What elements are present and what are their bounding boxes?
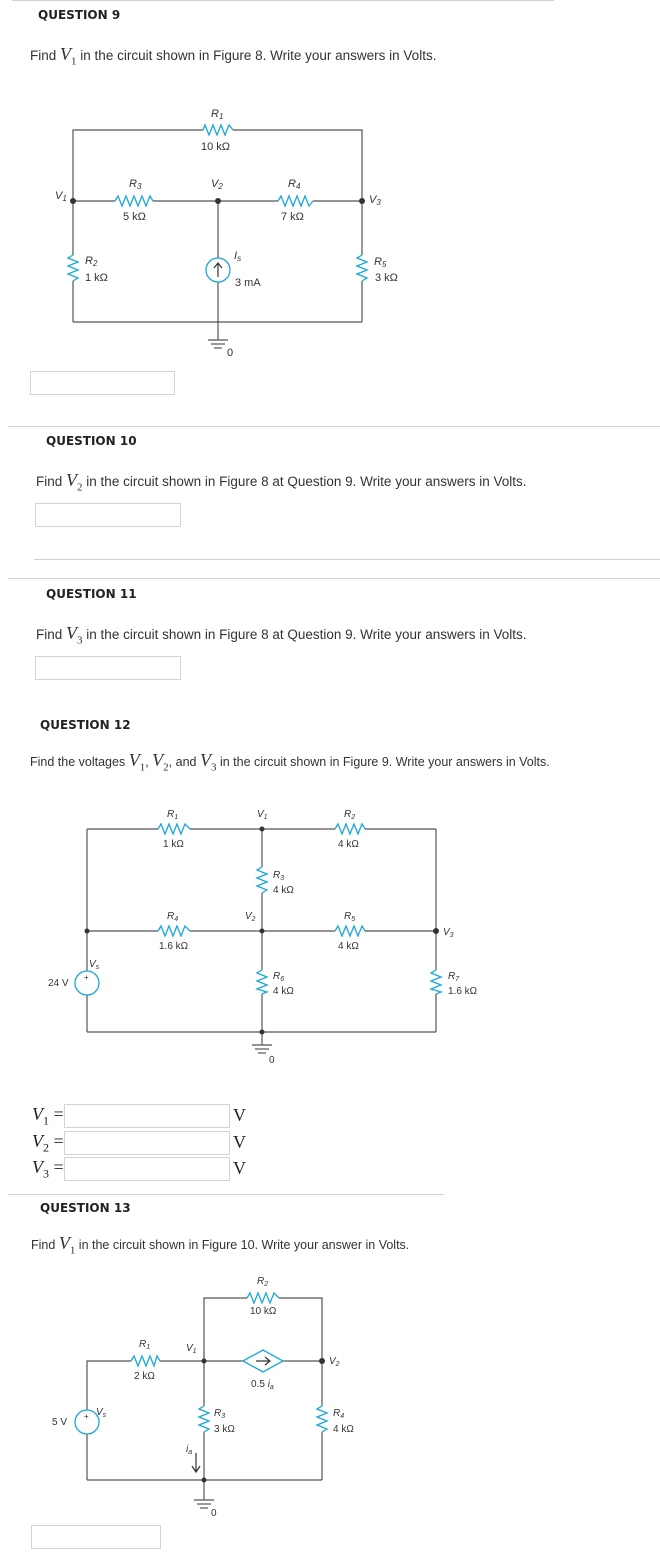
q9-prompt-tail: in the circuit shown in Figure 8. Write your answers in Volts. bbox=[80, 48, 437, 63]
q12-v3-label: $V_3$ bbox=[443, 927, 454, 939]
q9-r1-value: 10 kΩ bbox=[201, 141, 231, 153]
q12-r2-label: $R_2$ bbox=[344, 809, 356, 821]
q9-r2-label: R2 bbox=[85, 255, 98, 268]
q12-r6-zigzag bbox=[257, 970, 267, 994]
q13-v2-label: $V_2$ bbox=[329, 1356, 340, 1368]
q12-var-v3: $V_3$ bbox=[199, 750, 217, 774]
q12-v2-unit: V bbox=[233, 1132, 246, 1152]
q9-is-label: Is bbox=[234, 250, 242, 263]
q9-r4-label: R4 bbox=[288, 178, 301, 191]
q12-v1-input[interactable] bbox=[64, 1104, 230, 1128]
q9-r5-value: 3 kΩ bbox=[375, 272, 398, 284]
q9-is-value: 3 mA bbox=[235, 277, 261, 289]
q10-prompt bbox=[36, 470, 527, 494]
q9-v3-label: V3 bbox=[369, 194, 381, 207]
svg-text:+: + bbox=[84, 973, 89, 982]
q12-r3-label: $R_3$ bbox=[273, 870, 285, 882]
divider-q11 bbox=[8, 578, 660, 579]
q12-v1-label: $V_1$ bbox=[257, 809, 268, 821]
divider-q10-bottom bbox=[34, 559, 660, 560]
q9-r2-zigzag bbox=[68, 255, 78, 281]
q9-variable: $V_1$ bbox=[60, 44, 77, 68]
q13-answer-input[interactable] bbox=[31, 1525, 161, 1549]
q12-v3-unit: V bbox=[233, 1158, 246, 1178]
q12-ground-label: 0 bbox=[269, 1055, 275, 1066]
q9-r5-zigzag bbox=[357, 255, 367, 281]
q12-r4-label: $R_4$ bbox=[167, 911, 179, 923]
q12-v2-label: $V_2$ bbox=[245, 911, 256, 923]
q13-vs-label: $V_s$ bbox=[96, 1407, 107, 1419]
q13-ground-label: 0 bbox=[211, 1508, 217, 1519]
q12-r1-zigzag bbox=[158, 824, 190, 834]
q12-r2-value: 4 kΩ bbox=[338, 839, 359, 850]
q12-v1-unit: V bbox=[233, 1105, 246, 1125]
q13-r4-value: 4 kΩ bbox=[333, 1424, 354, 1435]
q12-r1-label: $R_1$ bbox=[167, 809, 179, 821]
q9-v1-label: V1 bbox=[55, 190, 67, 203]
q13-r1-value: 2 kΩ bbox=[134, 1371, 155, 1382]
q13-vs-value: 5 V bbox=[52, 1417, 68, 1428]
q9-r4-zigzag bbox=[278, 196, 313, 206]
q12-r3-zigzag bbox=[257, 867, 267, 893]
q12-var-v2: $V_2$ bbox=[152, 750, 169, 774]
q12-r7-zigzag bbox=[431, 970, 441, 994]
q9-answer-input[interactable] bbox=[30, 371, 175, 395]
q11-answer-input[interactable] bbox=[35, 656, 181, 680]
q9-r4-value: 7 kΩ bbox=[281, 211, 304, 223]
q12-r5-zigzag bbox=[335, 926, 365, 936]
q12-v2-input[interactable] bbox=[64, 1131, 230, 1155]
q12-r5-label: $R_5$ bbox=[344, 911, 356, 923]
q13-r2-value: 10 kΩ bbox=[250, 1306, 277, 1317]
q10-title: QUESTION 10 bbox=[46, 434, 137, 448]
q12-r1-value: 1 kΩ bbox=[163, 839, 184, 850]
q13-r1-label: $R_1$ bbox=[139, 1339, 151, 1351]
q9-r1-zigzag bbox=[203, 125, 233, 135]
q9-title: QUESTION 9 bbox=[38, 8, 121, 22]
q10-answer-input[interactable] bbox=[35, 503, 181, 527]
q13-r2-label: $R_2$ bbox=[257, 1276, 269, 1288]
q9-v2-label: V2 bbox=[211, 178, 223, 191]
q11-prompt-tail: in the circuit shown in Figure 8 at Question 9. Write your answers in Volts. bbox=[86, 627, 527, 642]
q9-r5-label: R5 bbox=[374, 256, 387, 269]
q12-r4-zigzag bbox=[158, 926, 190, 936]
q12-r6-value: 4 kΩ bbox=[273, 986, 294, 997]
q13-r3-value: 3 kΩ bbox=[214, 1424, 235, 1435]
q9-r2-value: 1 kΩ bbox=[85, 272, 108, 284]
q12-var-v1: $V_1$ bbox=[128, 750, 146, 774]
q12-prompt: Find the voltages $V_1$, $V_2$, and $V_3$ in the circuit shown in Figure 9. Write your answers in Volts. bbox=[30, 750, 550, 774]
q12-prompt-lead: Find the voltages bbox=[30, 755, 126, 769]
q12-prompt-tail: in the circuit shown in Figure 9. Write your answers in Volts. bbox=[219, 755, 550, 769]
figure-9-circuit bbox=[0, 800, 520, 1080]
q11-title: QUESTION 11 bbox=[46, 587, 137, 601]
q11-prompt bbox=[36, 623, 527, 647]
q12-r6-label: $R_6$ bbox=[273, 971, 285, 983]
q12-r2-zigzag bbox=[335, 824, 365, 834]
q9-r3-zigzag bbox=[115, 196, 153, 206]
q12-and: and bbox=[175, 755, 197, 769]
q13-r3-label: $R_3$ bbox=[214, 1408, 226, 1420]
q12-v3-equation-label: $V_3$ = bbox=[32, 1157, 64, 1181]
q9-r1-label: R1 bbox=[211, 108, 224, 121]
divider-q10 bbox=[8, 426, 660, 427]
q13-prompt bbox=[31, 1233, 409, 1257]
q10-prompt-lead: Find bbox=[36, 474, 63, 489]
q13-prompt-lead: Find bbox=[31, 1238, 56, 1252]
svg-text:+: + bbox=[84, 1412, 89, 1421]
q12-v1-equation-label: $V_1$ = bbox=[32, 1104, 64, 1128]
q9-prompt-lead: Find bbox=[30, 48, 57, 63]
figure-8-circuit bbox=[0, 95, 420, 370]
q9-ground-label: 0 bbox=[227, 347, 234, 359]
q13-r1-zigzag bbox=[131, 1356, 160, 1366]
q9-r3-value: 5 kΩ bbox=[123, 211, 146, 223]
q13-r4-zigzag bbox=[317, 1406, 327, 1432]
q13-variable: $V_1$ bbox=[58, 1233, 76, 1257]
q13-title: QUESTION 13 bbox=[40, 1201, 131, 1215]
figure-10-circuit bbox=[0, 1270, 420, 1520]
q13-r3-zigzag bbox=[199, 1406, 209, 1432]
q10-variable: $V_2$ bbox=[66, 470, 83, 494]
q12-r7-label: $R_7$ bbox=[448, 971, 460, 983]
q12-v3-input[interactable] bbox=[64, 1157, 230, 1181]
divider-q13 bbox=[8, 1194, 444, 1195]
q12-r5-value: 4 kΩ bbox=[338, 941, 359, 952]
q12-r3-value: 4 kΩ bbox=[273, 885, 294, 896]
q12-r4-value: 1.6 kΩ bbox=[159, 941, 189, 952]
q9-prompt bbox=[30, 44, 436, 68]
q12-vs-label: $V_s$ bbox=[89, 959, 100, 971]
divider-top bbox=[12, 0, 554, 1]
q13-r4-label: $R_4$ bbox=[333, 1408, 345, 1420]
q13-dep-label: 0.5 $i_a$ bbox=[251, 1379, 274, 1391]
q12-vs-value: 24 V bbox=[48, 978, 69, 989]
q9-r3-label: R3 bbox=[129, 178, 142, 191]
q13-prompt-tail: in the circuit shown in Figure 10. Write your answer in Volts. bbox=[78, 1238, 410, 1252]
q12-title: QUESTION 12 bbox=[40, 718, 131, 732]
q11-variable: $V_3$ bbox=[66, 623, 83, 647]
q13-r2-zigzag bbox=[247, 1293, 279, 1303]
q11-prompt-lead: Find bbox=[36, 627, 63, 642]
q13-v1-label: $V_1$ bbox=[186, 1343, 197, 1355]
q12-v2-equation-label: $V_2$ = bbox=[32, 1131, 64, 1155]
q10-prompt-tail: in the circuit shown in Figure 8 at Question 9. Write your answers in Volts. bbox=[86, 474, 527, 489]
q13-ia-label: $i_a$ bbox=[186, 1444, 193, 1456]
q12-r7-value: 1.6 kΩ bbox=[448, 986, 478, 997]
